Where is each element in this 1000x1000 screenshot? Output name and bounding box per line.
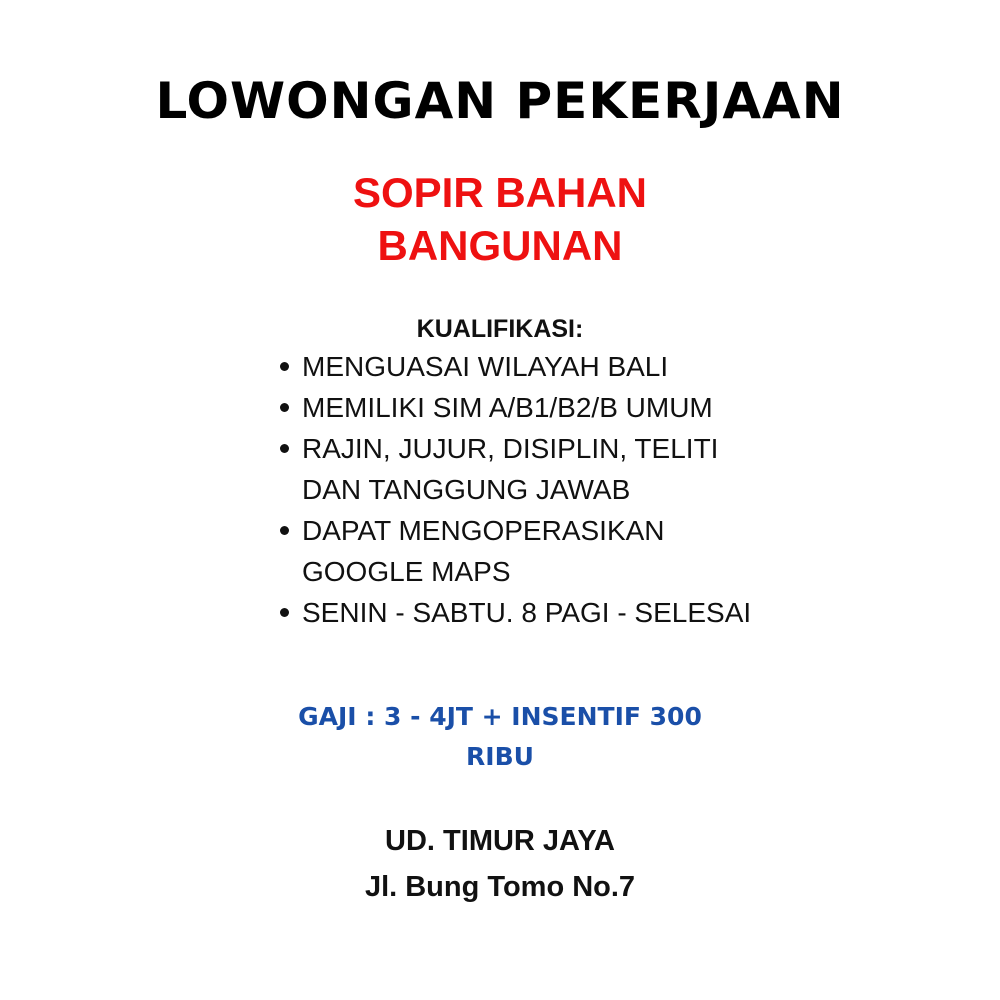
qualification-item xyxy=(280,592,760,633)
job-position-line-1: SOPIR BAHAN xyxy=(352,169,648,216)
salary-info xyxy=(0,697,1000,777)
qualification-item xyxy=(280,428,760,510)
salary-line-1: GAJI : 3 - 4JT + INSENTIF 300 xyxy=(298,702,702,731)
bullet-icon xyxy=(280,444,289,453)
bullet-icon xyxy=(280,362,289,371)
qualification-text: RAJIN, JUJUR, DISIPLIN, TELITI DAN TANGGUNG JAWAB xyxy=(302,433,719,505)
company-name: UD. TIMUR JAYA xyxy=(385,825,615,857)
qualification-item xyxy=(280,510,760,592)
company-address: Jl. Bung Tomo No.7 xyxy=(364,871,636,903)
qualification-item xyxy=(280,387,760,428)
job-position xyxy=(0,166,1000,272)
qualification-text: MEMILIKI SIM A/B1/B2/B UMUM xyxy=(302,392,713,423)
salary-line-2: RIBU xyxy=(466,742,534,771)
qualifications-list xyxy=(280,346,760,633)
bullet-icon xyxy=(280,608,289,617)
qualification-text: SENIN - SABTU. 8 PAGI - SELESAI xyxy=(302,597,752,628)
job-position-line-2: BANGUNAN xyxy=(377,222,623,269)
poster-title: LOWONGAN PEKERJAAN xyxy=(155,72,845,130)
qualification-text: DAPAT MENGOPERASIKAN GOOGLE MAPS xyxy=(302,515,665,587)
bullet-icon xyxy=(280,403,289,412)
qualification-text: MENGUASAI WILAYAH BALI xyxy=(302,351,669,382)
qualification-item xyxy=(280,346,760,387)
bullet-icon xyxy=(280,526,289,535)
qualifications-heading: KUALIFIKASI: xyxy=(416,315,584,343)
company-info xyxy=(0,818,1000,910)
